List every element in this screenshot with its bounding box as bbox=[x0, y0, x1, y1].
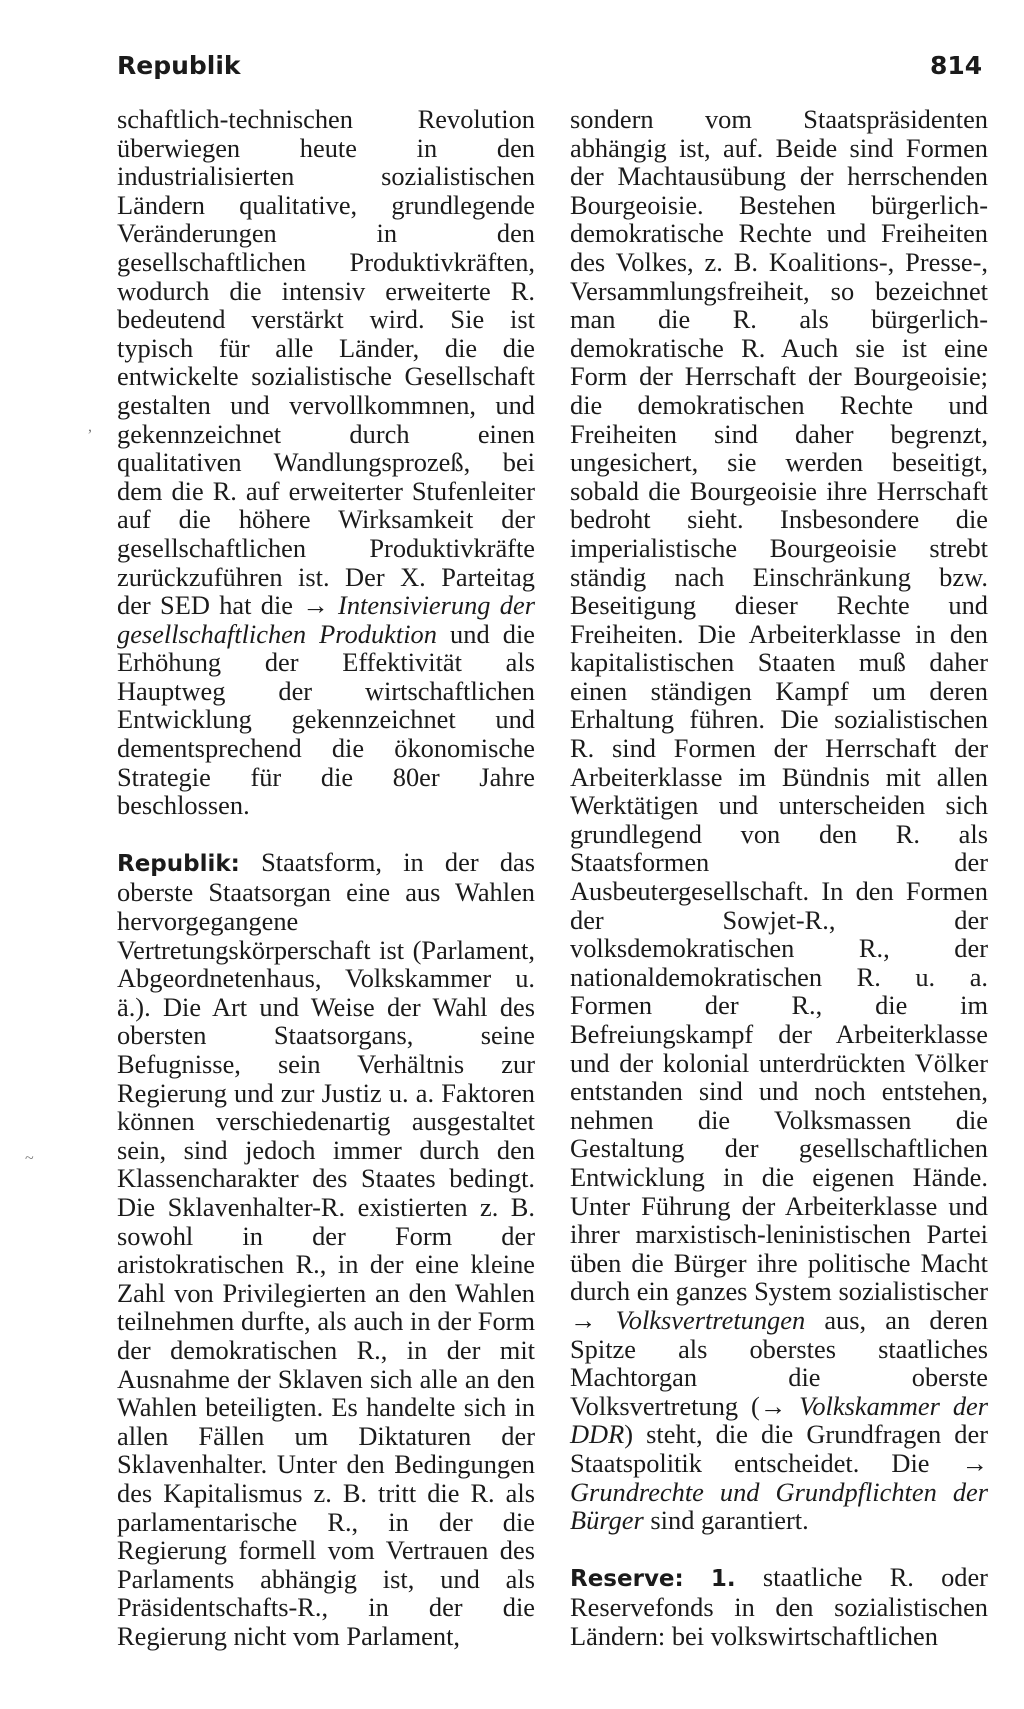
margin-mark-icon: , bbox=[88, 418, 92, 435]
entry-body: staatliche R. oder Reservefonds in den sozialistischen Ländern: bei volkswirtschaftlichen bbox=[570, 1561, 988, 1651]
continuation-paragraph bbox=[570, 105, 988, 1535]
entry-sense-number: 1. bbox=[710, 1565, 736, 1592]
cross-reference-link[interactable]: → Intensivierung der gesellschaftlichen Produktion bbox=[117, 590, 535, 649]
running-title: Republik bbox=[117, 51, 241, 80]
left-column bbox=[117, 105, 535, 1650]
entry-republik bbox=[117, 848, 535, 1651]
paragraph-text: schaftlich-technischen Revolution überwiegen heute in den industrialisierten sozialistischen Ländern qualitative, grundlegende Veränderungen in den gesellschaftlichen Produktivkräften, wodurch die intensiv erweiterte R. bedeutend verstärkt wird. Sie ist typisch für alle Länder, die die entwickelte sozialistische Gesellschaft gestalten und vervollkommnen, und gekennzeichnet durch einen qualitativen Wandlungsprozeß, bei dem die R. auf erweiterter Stufenleiter auf die höhere Wirksamkeit der gesellschaftlichen Produktivkräfte zurückzuführen ist. Der X. Parteitag der SED hat die bbox=[117, 104, 535, 621]
entry-headword: Reserve: bbox=[570, 1565, 684, 1592]
cross-reference-link[interactable]: → Volkskammer der DDR bbox=[570, 1390, 988, 1450]
cross-reference-link[interactable]: → Volksvertretungen bbox=[570, 1304, 806, 1335]
continuation-paragraph bbox=[117, 105, 535, 820]
paragraph-text: sondern vom Staatspräsidenten abhängig ist, auf. Beide sind Formen der Machtausübung der herrschenden Bourgeoisie. Bestehen bürgerlich-demokratische Rechte und Freiheiten des Volkes, z. B. Koalitions-, Presse-, Versammlungsfreiheit, so bezeichnet man die R. als bürgerlich-demokratische R. Auch sie ist eine Form der Herrschaft der Bourgeoisie; die demokratischen Rechte und Freiheiten sind daher begrenzt, ungesichert, sie werden beseitigt, sobald die Bourgeoisie ihre Herrschaft bedroht sieht. Insbesondere die imperialistische Bourgeoisie strebt ständig nach Einschränkung bzw. Beseitigung dieser Rechte und Freiheiten. Die Arbeiterklasse in den kapitalistischen Staaten muß daher einen ständigen Kampf um deren Erhaltung führen. Die sozialistischen R. sind Formen der Herrschaft der Arbeiterklasse im Bündnis mit allen Werktätigen und unterscheiden sich grundlegend von den R. als Staatsformen der Ausbeutergesellschaft. In den Formen der Sowjet-R., der volksdemokratischen R., der nationaldemokratischen R. u. a. Formen der R., die im Befreiungskampf der Arbeiterklasse und der kolonial unterdrückten Völker entstanden sind und noch entstehen, nehmen die Volksmassen die Gestaltung der gesellschaftlichen Entwicklung in die eigenen Hände. Unter Führung der Arbeiterklasse und ihrer marxistisch-leninistischen Partei üben die Bürger ihre politische Macht durch ein ganzes System sozialistischer bbox=[570, 104, 988, 1307]
page-number: 814 bbox=[930, 51, 983, 80]
margin-mark-icon: ~ bbox=[25, 1150, 34, 1167]
entry-reserve bbox=[570, 1563, 988, 1651]
paragraph-text: und die Erhöhung der Effektivität als Hauptweg der wirtschaftlichen Entwicklung gekennzeichnet und dementsprechend die ökonomische Strategie für die 80er Jahre beschlossen. bbox=[117, 618, 535, 821]
paragraph-text: sind garantiert. bbox=[643, 1505, 809, 1536]
entry-body: Staatsform, in der das oberste Staatsorgan eine aus Wahlen hervorgegangene Vertretungskörperschaft ist (Parlament, Abgeordnetenhaus, Volkskammer u. ä.). Die Art und Weise der Wahl des obersten Staatsorgans, seine Befugnisse, sein Verhältnis zur Regierung und zur Justiz u. a. Faktoren können verschiedenartig ausgestaltet sein, sind jedoch immer durch den Klassencharakter des Staates bedingt. Die Sklavenhalter-R. existierten z. B. sowohl in der Form der aristokratischen R., in der eine kleine Zahl von Privilegierten an den Wahlen teilnehmen durfte, als auch in der Form der demokratischen R., in der mit Ausnahme der Sklaven sich alle an den Wahlen beteiligten. Es handelte sich in allen Fällen um Diktaturen der Sklavenhalter. Unter den Bedingungen des Kapitalismus z. B. tritt die R. als parlamentarische R., in der die Regierung formell vom Vertrauen des Parlaments abhängig ist, und als Präsidentschafts-R., in der die Regierung nicht vom Parlament, bbox=[117, 846, 535, 1651]
entry-headword: Republik: bbox=[117, 850, 240, 877]
right-column bbox=[570, 105, 988, 1650]
paragraph-text: ) steht, die die Grundfragen der Staatspolitik entscheidet. Die bbox=[570, 1419, 988, 1478]
cross-reference-link[interactable]: → Grundrechte und Grundpflichten der Bürger bbox=[570, 1447, 988, 1536]
paragraph-text: aus, an deren Spitze als oberstes staatliches Machtorgan die oberste Volksvertretung ( bbox=[570, 1304, 988, 1421]
